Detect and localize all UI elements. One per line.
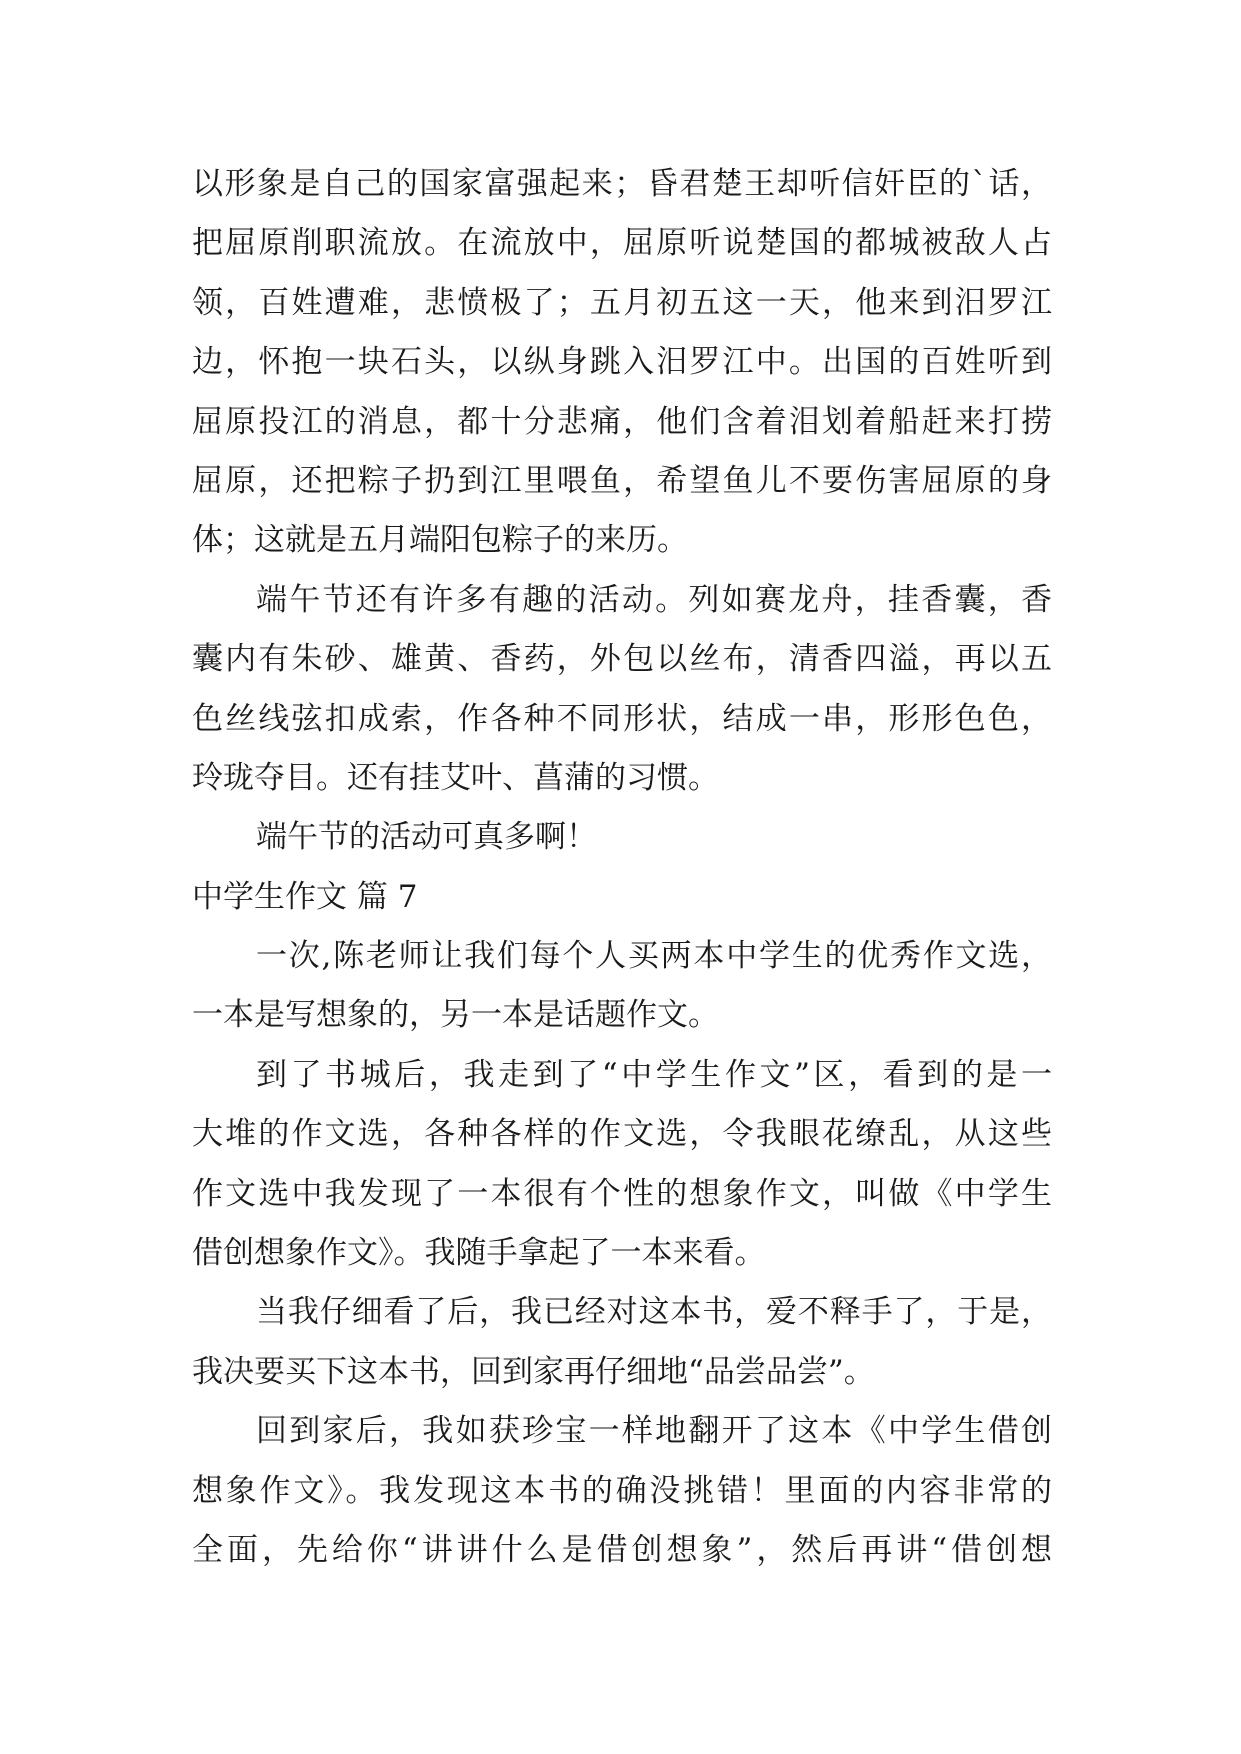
text-line: 屈原投江的消息，都十分悲痛，他们含着泪划着船赶来打捞 bbox=[192, 403, 1052, 440]
text-line: 把屈原削职流放。在流放中，屈原听说楚国的都城被敌人占 bbox=[192, 225, 1052, 262]
text-line: 色丝线弦扣成索，作各种不同形状，结成一串，形形色色， bbox=[192, 700, 1052, 737]
text-line: 全面，先给你“讲讲什么是借创想象”，然后再讲“借创想 bbox=[192, 1531, 1052, 1568]
paragraph-start-line: 到了书城后，我走到了“中学生作文”区，看到的是一 bbox=[256, 1056, 1052, 1093]
text-line: 想象作文》。我发现这本书的确没挑错！里面的内容非常的 bbox=[192, 1472, 1052, 1509]
text-line: 借创想象作文》。我随手拿起了一本来看。 bbox=[192, 1235, 766, 1272]
section-heading: 中学生作文 篇 7 bbox=[192, 878, 418, 915]
body-text bbox=[192, 155, 1052, 1580]
text-line: 领，百姓遭难，悲愤极了；五月初五这一天，他来到汨罗江 bbox=[192, 284, 1052, 321]
paragraph-start-line: 端午节还有许多有趣的活动。列如赛龙舟，挂香囊，香 bbox=[256, 581, 1052, 618]
text-line: 屈原，还把粽子扔到江里喂鱼，希望鱼儿不要伤害屈原的身 bbox=[192, 462, 1052, 499]
text-line: 玲珑夺目。还有挂艾叶、菖蒲的习惯。 bbox=[192, 759, 719, 796]
paragraph-start-line: 一次,陈老师让我们每个人买两本中学生的优秀作文选， bbox=[256, 938, 1052, 975]
paragraph-start-line: 回到家后，我如获珍宝一样地翻开了这本《中学生借创 bbox=[256, 1413, 1052, 1450]
text-line: 以形象是自己的国家富强起来；昏君楚王却听信奸臣的`话， bbox=[192, 166, 1052, 202]
text-line: 大堆的作文选，各种各样的作文选，令我眼花缭乱，从这些 bbox=[192, 1116, 1052, 1153]
paragraph-start-line: 当我仔细看了后，我已经对这本书，爱不释手了，于是， bbox=[256, 1294, 1052, 1331]
text-line: 囊内有朱砂、雄黄、香药，外包以丝布，清香四溢，再以五 bbox=[192, 641, 1052, 678]
text-line: 我决要买下这本书，回到家再仔细地“品尝品尝”。 bbox=[192, 1353, 875, 1390]
text-line: 作文选中我发现了一本很有个性的想象作文，叫做《中学生 bbox=[192, 1175, 1052, 1212]
text-line: 边，怀抱一块石头，以纵身跳入汨罗江中。出国的百姓听到 bbox=[192, 344, 1052, 381]
text-line: 一本是写想象的，另一本是话题作文。 bbox=[192, 997, 719, 1034]
text-line: 体；这就是五月端阳包粽子的来历。 bbox=[192, 522, 688, 559]
paragraph-start-line: 端午节的活动可真多啊！ bbox=[256, 819, 597, 856]
